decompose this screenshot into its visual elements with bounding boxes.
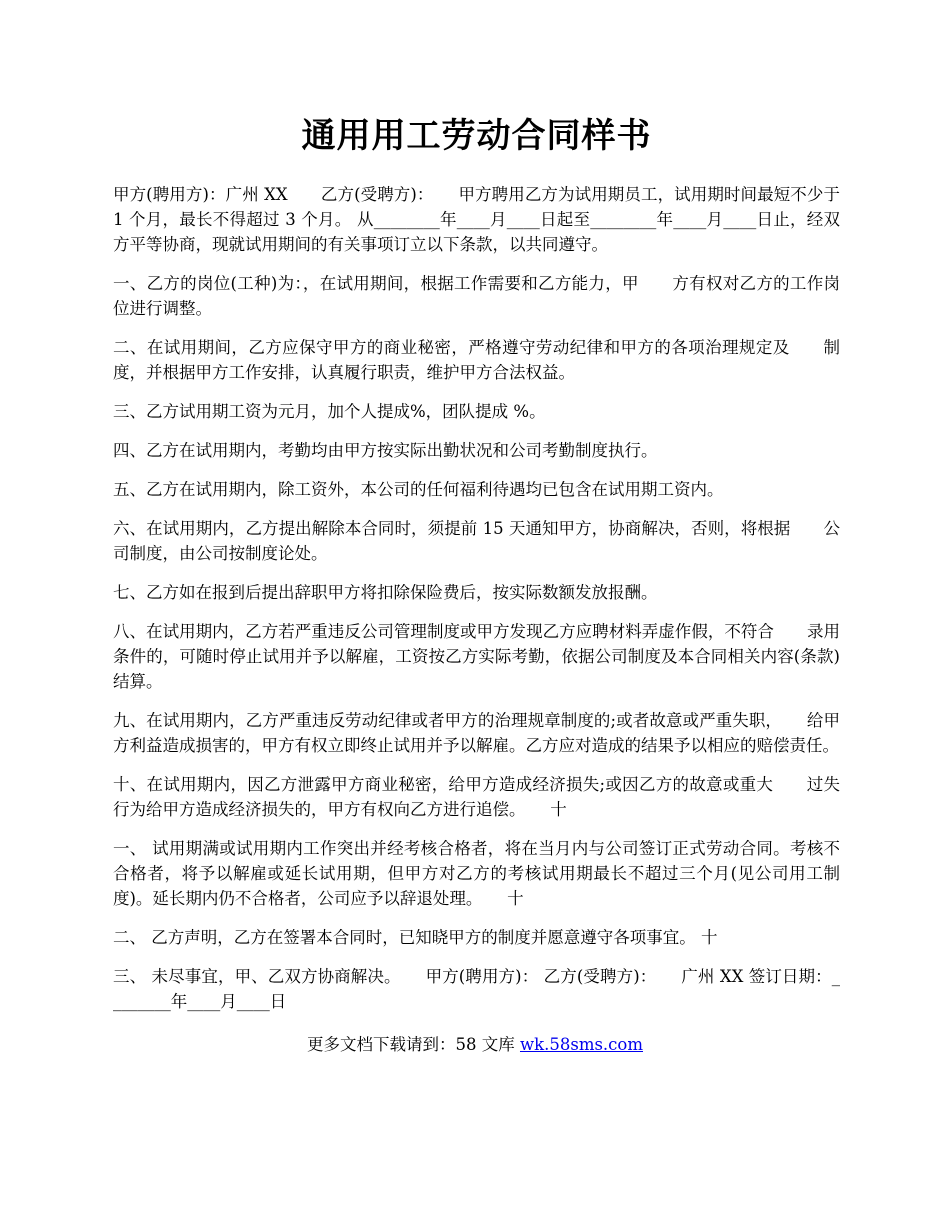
clause-2-paragraph: 二、在试用期间，乙方应保守甲方的商业秘密，严格遵守劳动纪律和甲方的各项治理规定及 制度，并根据甲方工作安排，认真履行职责，维护甲方合法权益。 <box>113 338 840 382</box>
footer-prefix: 更多文档下载请到：58 文库 <box>306 1035 520 1054</box>
clause-1-paragraph: 一、乙方的岗位(工种)为：，在试用期间，根据工作需要和乙方能力，甲 方有权对乙方的工作岗位进行调整。 <box>113 274 840 318</box>
clause-8-paragraph: 八、在试用期内，乙方若严重违反公司管理制度或甲方发现乙方应聘材料弄虚作假，不符合 录用条件的，可随时停止试用并予以解雇，工资按乙方实际考勤，依据公司制度及本合同相关内容(条款)结算。 <box>113 622 840 691</box>
download-footer <box>0 1032 950 1057</box>
clause-9-paragraph: 九、在试用期内，乙方严重违反劳动纪律或者甲方的治理规章制度的;或者故意或严重失职， 给甲方利益造成损害的，甲方有权立即终止试用并予以解雇。乙方应对造成的结果予以相应的赔偿责任。 <box>113 711 840 755</box>
clause-4-paragraph: 四、乙方在试用期内，考勤均由甲方按实际出勤状况和公司考勤制度执行。 <box>113 441 658 460</box>
clause-6-paragraph: 六、在试用期内，乙方提出解除本合同时，须提前 15 天通知甲方，协商解决，否则，将根据 公司制度，由公司按制度论处。 <box>113 519 840 563</box>
document-page <box>113 0 846 1028</box>
clause-7-paragraph: 七、乙方如在报到后提出辞职甲方将扣除保险费后，按实际数额发放报酬。 <box>113 583 658 602</box>
clause-11-paragraph: 一、 试用期满或试用期内工作突出并经考核合格者，将在当月内与公司签订正式劳动合同。考核不合格者，将予以解雇或延长试用期，但甲方对乙方的考核试用期最长不超过三个月(见公司用工制度)。延长期内仍不合格者，公司应予以辞退处理。 十 <box>113 839 840 908</box>
clause-12-paragraph: 二、 乙方声明，乙方在签署本合同时，已知晓甲方的制度并愿意遵守各项事宜。 十 <box>113 928 718 947</box>
document-title: 通用用工劳动合同样书 <box>301 116 652 156</box>
clause-10-paragraph: 十、在试用期内，因乙方泄露甲方商业秘密，给甲方造成经济损失;或因乙方的故意或重大 过失行为给甲方造成经济损失的，甲方有权向乙方进行追偿。 十 <box>113 775 840 819</box>
intro-paragraph: 甲方(聘用方)：广州 XX 乙方(受聘方)： 甲方聘用乙方为试用期员工，试用期时间最短不少于 1 个月，最长不得超过 3 个月。 从________年____月____日起至________年____月____日止，经双方平等协商，现就试用期间的有关事项订立以下条款，以共同遵守。 <box>113 185 846 254</box>
clause-5-paragraph: 五、乙方在试用期内，除工资外，本公司的任何福利待遇均已包含在试用期工资内。 <box>113 480 724 499</box>
clause-3-paragraph: 三、乙方试用期工资为元月，加个人提成%，团队提成 %。 <box>113 402 546 421</box>
clause-13-signature-paragraph: 三、 未尽事宜，甲、乙双方协商解决。 甲方(聘用方)： 乙方(受聘方)： 广州 XX 签订日期：________年____月____日 <box>113 967 840 1011</box>
footer-link[interactable]: wk.58sms.com <box>519 1035 643 1054</box>
